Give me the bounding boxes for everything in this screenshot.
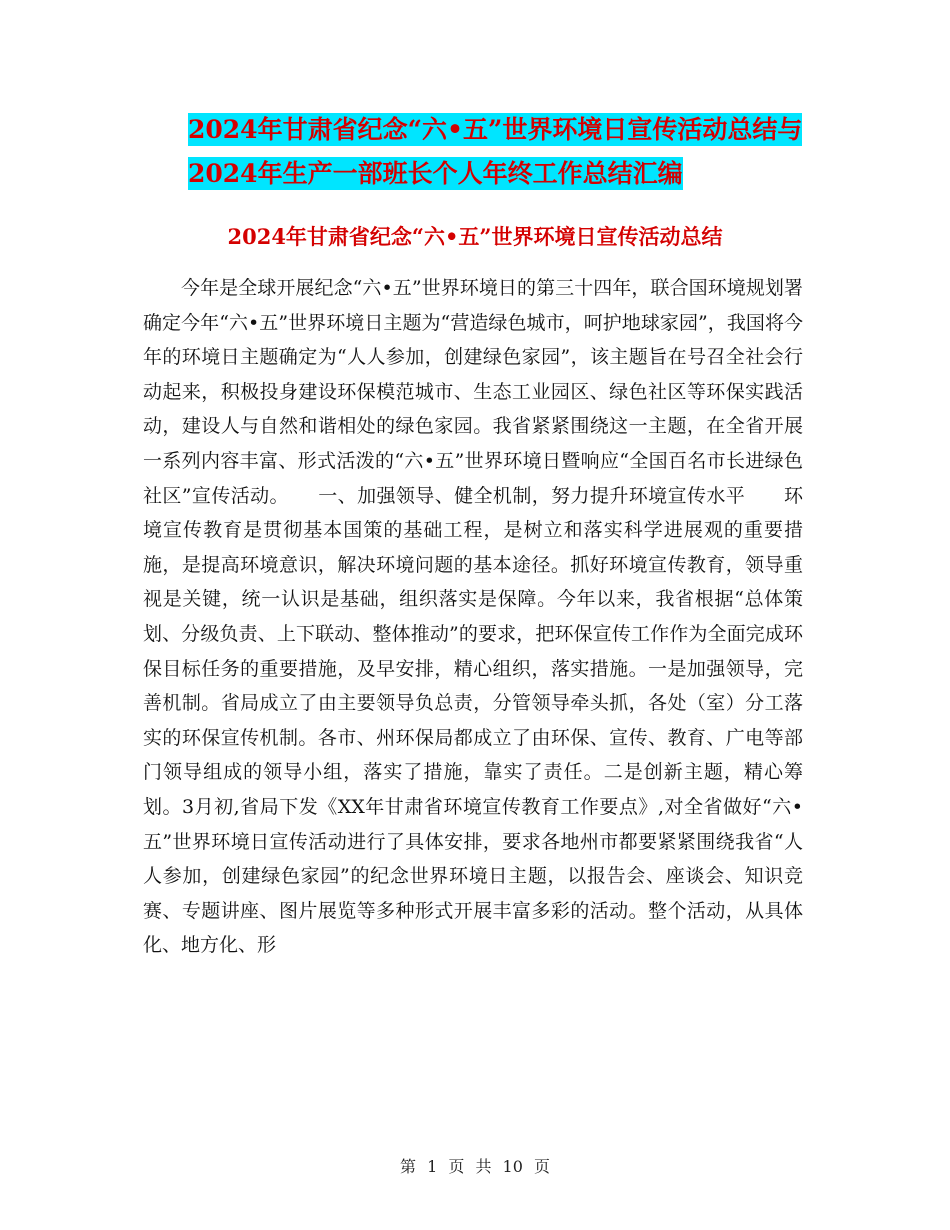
document-title-text: 2024年甘肃省纪念“六•五”世界环境日宣传活动总结与2024年生产一部班长个人年终工作总结汇编 bbox=[188, 115, 803, 188]
document-title bbox=[188, 108, 828, 196]
page-footer: 第 1 页 共 10 页 bbox=[400, 1157, 550, 1176]
section-title: 2024年甘肃省纪念“六•五”世界环境日宣传活动总结 bbox=[227, 224, 723, 249]
body-paragraph: 今年是全球开展纪念“六•五”世界环境日的第三十四年，联合国环境规划署确定今年“六•五”世界环境日主题为“营造绿色城市，呵护地球家园”，我国将今年的环境日主题确定为“人人参加，创建绿色家园”，该主题旨在号召全社会行动起来，积极投身建设环保模范城市、生态工业园区、绿色社区等环保实践活动，建设人与自然和谐相处的绿色家园。我省紧紧围绕这一主题，在全省开展一系列内容丰富、形式活泼的“六•五”世界环境日暨响应“全国百名市长进绿色社区”宣传活动。 一、加强领导、健全机制，努力提升环境宣传水平 环境宣传教育是贯彻基本国策的基础工程，是树立和落实科学进展观的重要措施，是提高环境意识，解决环境问题的基本途径。抓好环境宣传教育，领导重视是关键，统一认识是基础，组织落实是保障。今年以来，我省根据“总体策划、分级负责、上下联动、整体推动”的要求，把环保宣传工作作为全面完成环保目标任务的重要措施，及早安排，精心组织，落实措施。一是加强领导，完善机制。省局成立了由主要领导负总责，分管领导牵头抓，各处（室）分工落实的环保宣传机制。各市、州环保局都成立了由环保、宣传、教育、广电等部门领导组成的领导小组，落实了措施，靠实了责任。二是创新主题，精心筹划。3月初,省局下发《XX年甘肃省环境宣传教育工作要点》,对全省做好“六•五”世界环境日宣传活动进行了具体安排，要求各地州市都要紧紧围绕我省“人人参加，创建绿色家园”的纪念世界环境日主题，以报告会、座谈会、知识竞赛、专题讲座、图片展览等多种形式开展丰富多彩的活动。整个活动，从具体化、地方化、形 bbox=[143, 277, 804, 957]
